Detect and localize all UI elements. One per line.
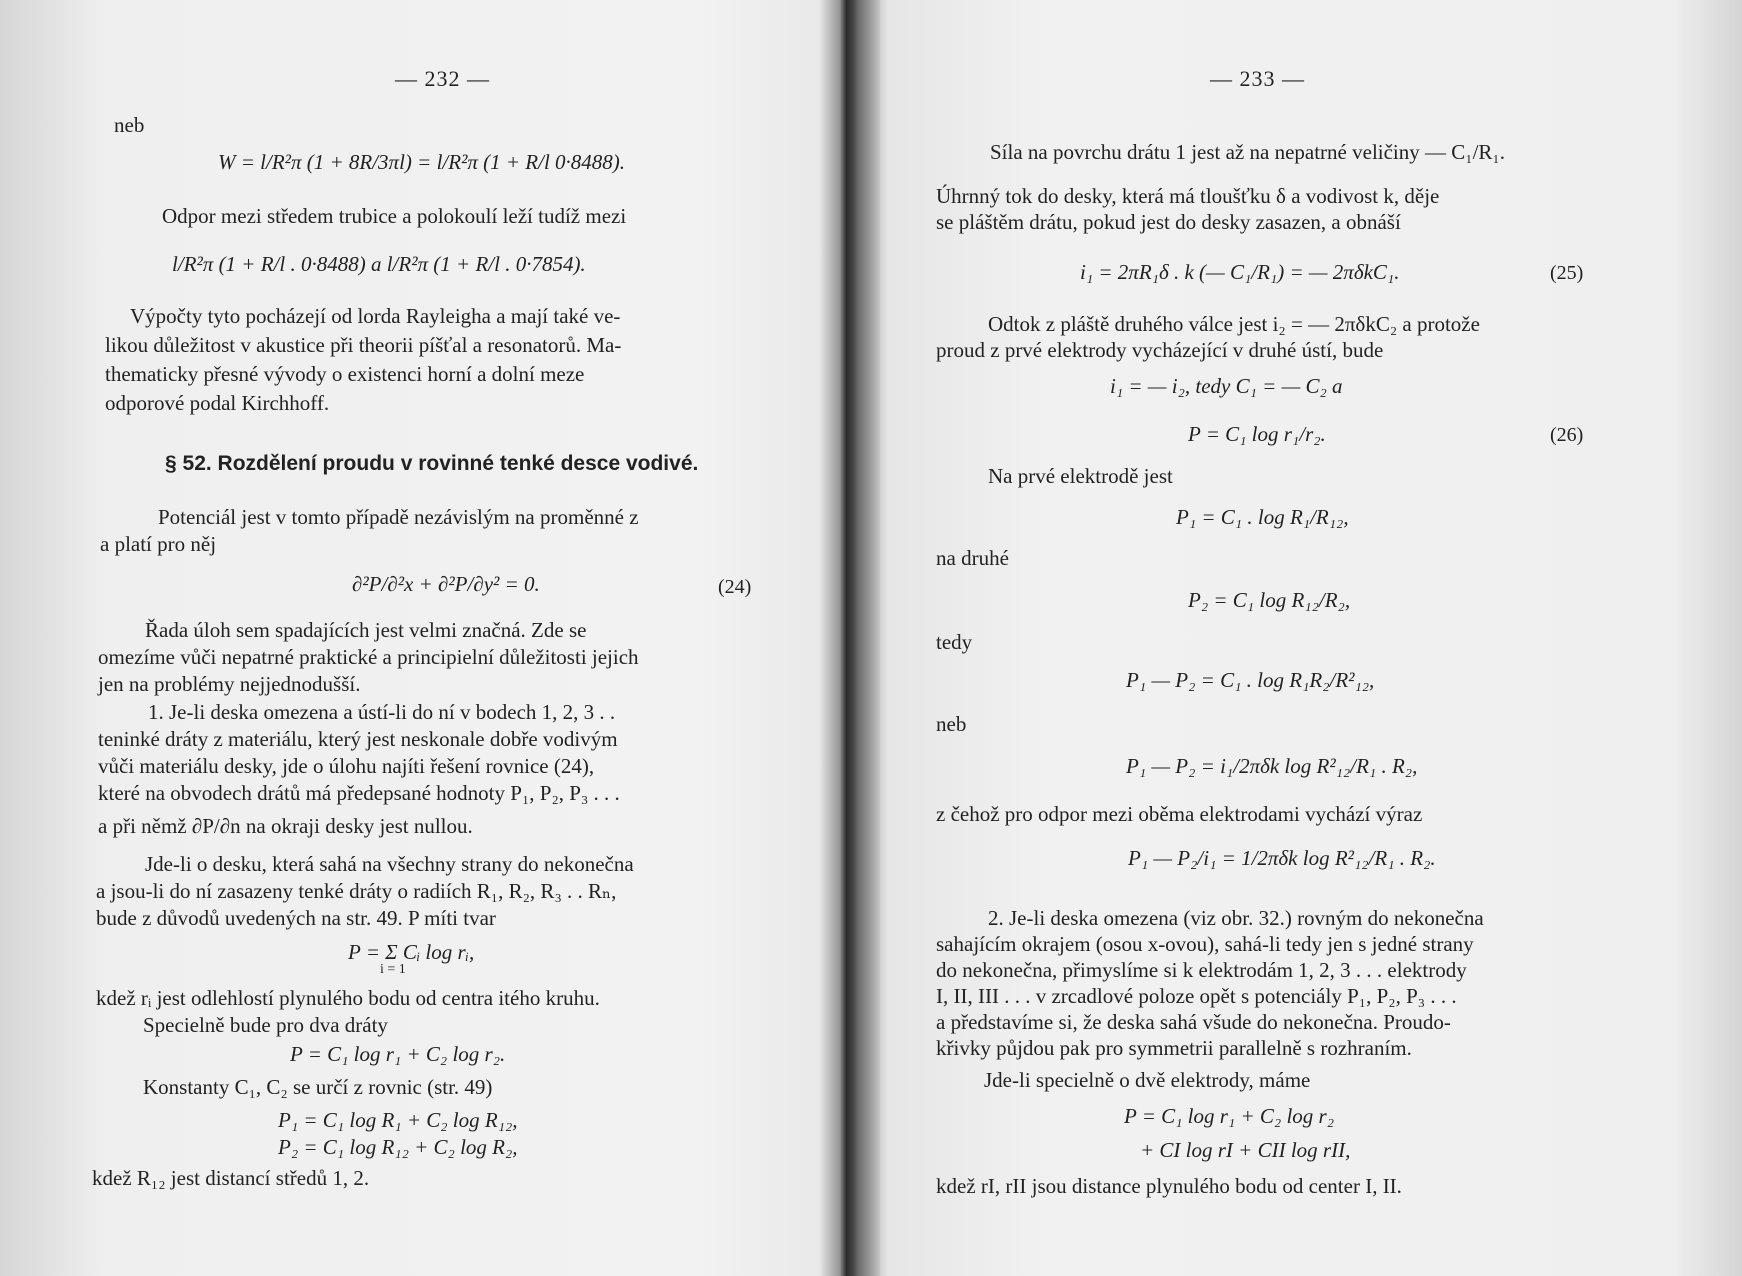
text-line: I, II, III . . . v zrcadlové poloze opět s potenciály P₁, P₂, P₃ . . . — [936, 984, 1457, 1008]
text-line: kdež rᵢ jest odlehlostí plynulého bodu od centra itého kruhu. — [96, 986, 600, 1010]
equation: i₁ = 2πR₁δ . k (— C₁/R₁) = — 2πδkC₁. — [1080, 260, 1400, 284]
text-line: z čehož pro odpor mezi oběma elektrodami vychází výraz — [936, 802, 1423, 826]
text-line: do nekonečna, přimyslíme si k elektrodám 1, 2, 3 . . . elektrody — [936, 958, 1467, 982]
text-line: Řada úloh sem spadajících jest velmi značná. Zde se — [145, 618, 587, 642]
section-heading: § 52. Rozdělení proudu v rovinné tenké desce vodivé. — [165, 452, 699, 475]
text-line: bude z důvodů uvedených na str. 49. P míti tvar — [96, 906, 496, 930]
equation: W = l/R²π (1 + 8R/3πl) = l/R²π (1 + R/l 0·8488). — [218, 150, 626, 174]
text-line: vůči materiálu desky, jde o úlohu najíti řešení rovnice (24), — [98, 754, 595, 778]
equation-number: (25) — [1550, 262, 1584, 284]
text-line: které na obvodech drátů má předepsané hodnoty P₁, P₂, P₃ . . . — [98, 781, 620, 805]
page-number: — 233 — — [1210, 66, 1305, 91]
text-line: thematicky přesné vývody o existenci horní a dolní meze — [105, 362, 585, 386]
text-line: tedy — [936, 630, 973, 654]
text-line: a jsou-li do ní zasazeny tenké dráty o radiích R₁, R₂, R₃ . . Rₙ, — [96, 879, 617, 903]
text-line: Síla na povrchu drátu 1 jest až na nepatrné veličiny — C₁/R₁. — [990, 140, 1506, 164]
equation: P = C₁ log r₁ + C₂ log r₂ — [1124, 1104, 1335, 1128]
text-line: Odpor mezi středem trubice a polokoulí leží tudíž mezi — [162, 204, 627, 228]
equation: P₁ = C₁ log R₁ + C₂ log R₁₂, — [278, 1108, 518, 1132]
text-line: Úhrnný tok do desky, která má tloušťku δ a vodivost k, děje — [936, 184, 1440, 208]
text-line: se pláštěm drátu, pokud jest do desky zasazen, a obnáší — [936, 210, 1401, 234]
text-line: křivky půjdou pak pro symmetrii parallelně s rozhraním. — [936, 1036, 1412, 1060]
text-line: a platí pro něj — [100, 532, 217, 556]
text-line: teninké dráty z materiálu, který jest neskonale dobře vodivým — [98, 727, 618, 751]
equation: P₁ — P₂/i₁ = 1/2πδk log R²₁₂/R₁ . R₂. — [1128, 846, 1436, 870]
text-line: Jde-li specielně o dvě elektrody, máme — [984, 1068, 1311, 1092]
text-line: Odtok z pláště druhého válce jest i₂ = — 2πδkC₂ a protože — [988, 312, 1480, 336]
text-line: proud z prvé elektrody vycházející v druhé ústí, bude — [936, 338, 1384, 362]
text-line: neb — [114, 113, 145, 137]
text-line: Jde-li o desku, která sahá na všechny strany do nekonečna — [145, 852, 634, 876]
text-line: neb — [936, 712, 967, 736]
text-line: jen na problémy nejjednodušší. — [98, 672, 361, 696]
text-line: Konstanty C₁, C₂ se určí z rovnic (str. 49) — [143, 1075, 493, 1099]
equation: l/R²π (1 + R/l . 0·8488) a l/R²π (1 + R/l . 0·7854). — [172, 252, 586, 276]
text-line: omezíme vůči nepatrné praktické a principielní důležitosti jejich — [98, 645, 639, 669]
text-line: a představíme si, že deska sahá všude do nekonečna. Proudo- — [936, 1010, 1451, 1034]
equation-number: (26) — [1550, 424, 1584, 446]
equation: P = C₁ log r₁/r₂. — [1188, 422, 1326, 446]
text-line: sahajícím okrajem (osou x-ovou), sahá-li tedy jen s jedné strany — [936, 932, 1474, 956]
text-line: odporové podal Kirchhoff. — [105, 391, 330, 415]
text-line: Na prvé elektrodě jest — [988, 464, 1173, 488]
sum-index: i = 1 — [380, 962, 406, 977]
equation: P₁ — P₂ = i₁/2πδk log R²₁₂/R₁ . R₂, — [1126, 754, 1418, 778]
equation: ∂²P/∂²x + ∂²P/∂y² = 0. — [352, 572, 540, 596]
text-line: 1. Je-li deska omezena a ústí-li do ní v bodech 1, 2, 3 . . — [148, 700, 616, 724]
text-line: 2. Je-li deska omezena (viz obr. 32.) rovným do nekonečna — [988, 906, 1484, 930]
text-line: kdež R₁₂ jest distancí středů 1, 2. — [92, 1166, 370, 1190]
text-line: Výpočty tyto pocházejí od lorda Rayleigha a mají také ve- — [130, 304, 621, 328]
text-line: Potenciál jest v tomto případě nezávislým na proměnné z — [158, 505, 639, 529]
equation: i₁ = — i₂, tedy C₁ = — C₂ a — [1110, 374, 1343, 398]
text-line: likou důležitost v akustice při theorii píšťal a resonatorů. Ma- — [105, 333, 622, 357]
text-line: kdež rI, rII jsou distance plynulého bodu od center I, II. — [936, 1174, 1402, 1198]
page-number: — 232 — — [395, 66, 490, 91]
equation: P₂ = C₁ log R₁₂/R₂, — [1188, 588, 1351, 612]
equation-number: (24) — [718, 576, 752, 598]
equation: P₁ = C₁ . log R₁/R₁₂, — [1176, 505, 1349, 529]
equation: P = Σ Cᵢ log rᵢ, — [348, 940, 475, 964]
text-line: a při němž ∂P/∂n na okraji desky jest nullou. — [98, 814, 473, 838]
text-line: Specielně bude pro dva dráty — [143, 1013, 388, 1037]
equation: P = C₁ log r₁ + C₂ log r₂. — [290, 1042, 506, 1066]
equation: + CI log rI + CII log rII, — [1140, 1138, 1351, 1162]
equation: P₂ = C₁ log R₁₂ + C₂ log R₂, — [278, 1135, 518, 1159]
left-page — [0, 0, 840, 1276]
equation: P₁ — P₂ = C₁ . log R₁R₂/R²₁₂, — [1126, 668, 1375, 692]
text-line: na druhé — [936, 546, 1009, 570]
right-page — [870, 0, 1742, 1276]
